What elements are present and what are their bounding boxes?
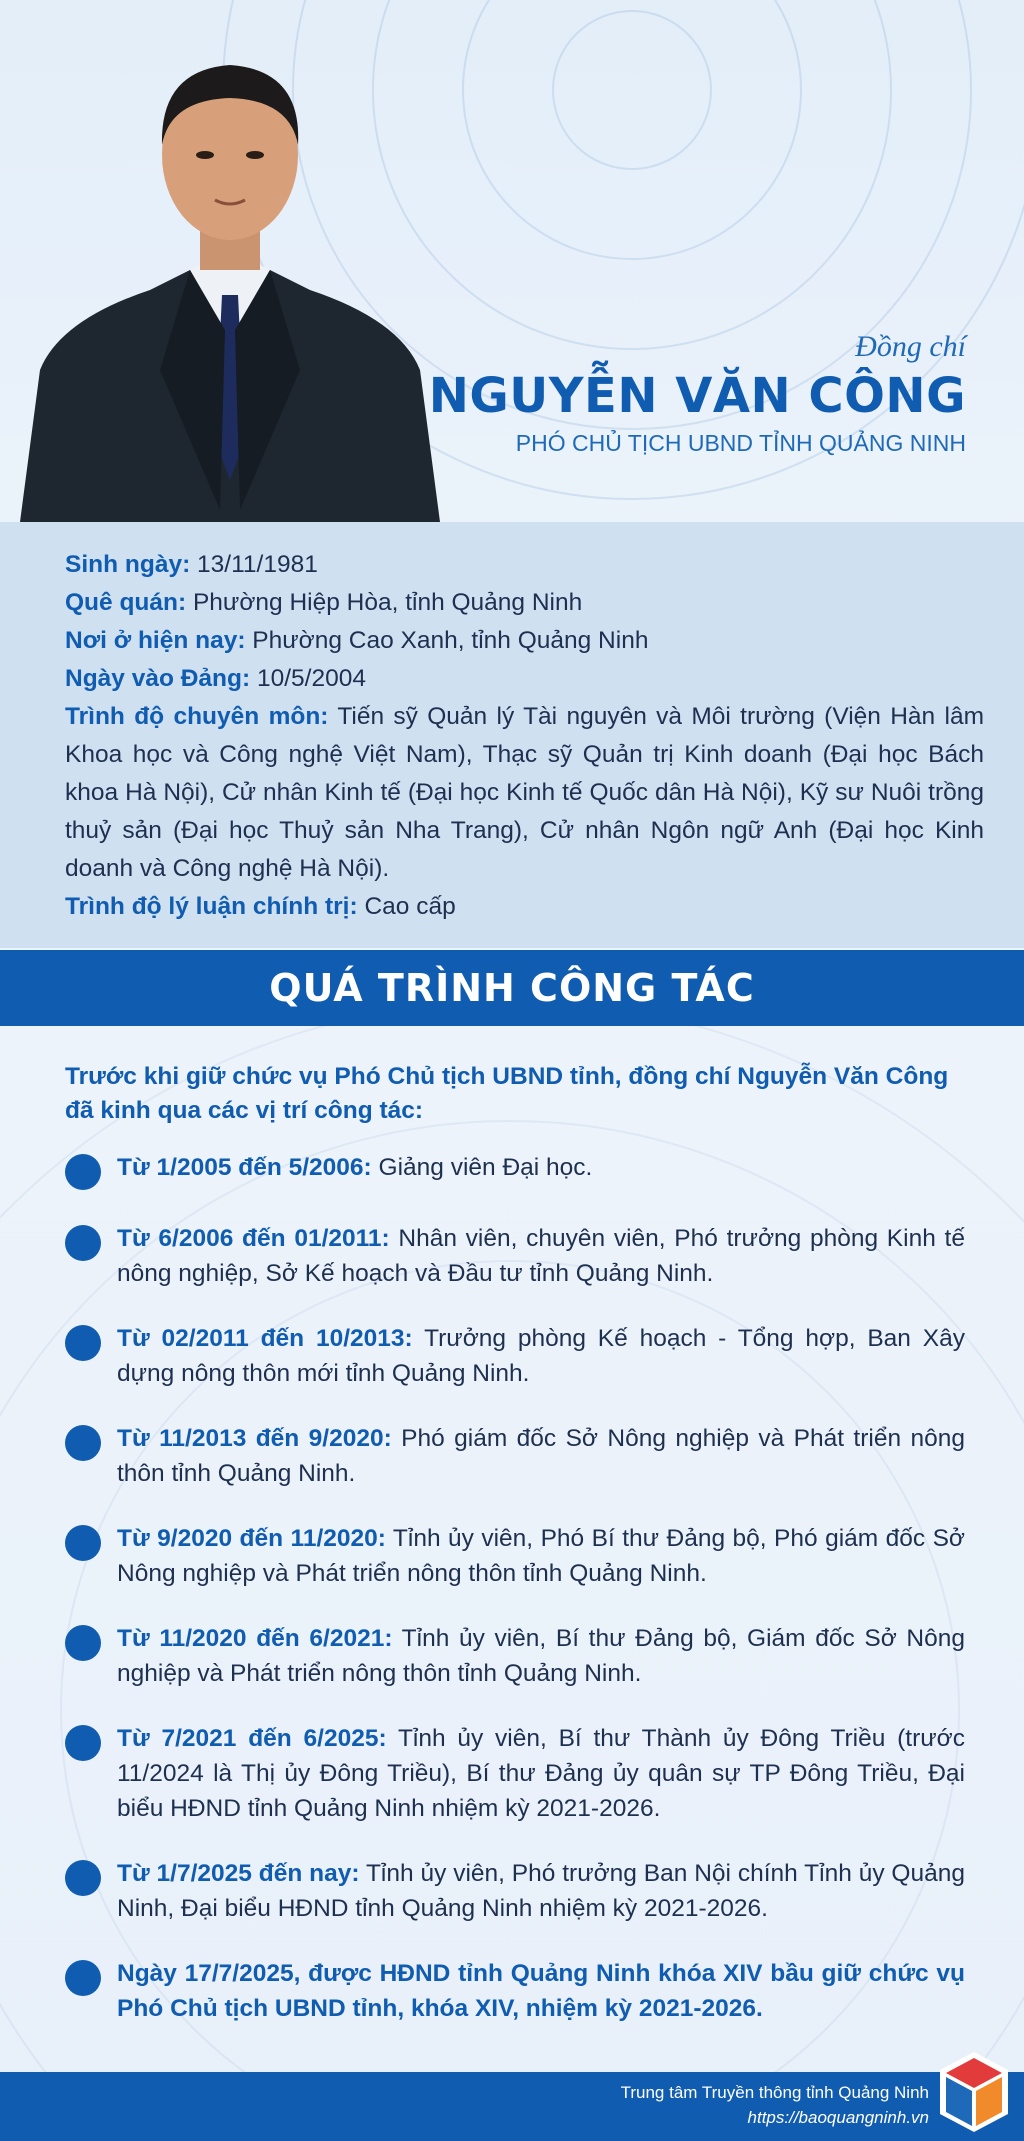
header <box>0 0 1024 522</box>
honorific-label: Đồng chí <box>855 330 966 363</box>
personal-info <box>0 522 1024 948</box>
timeline-item: Từ 7/2021 đến 6/2025: Tỉnh ủy viên, Bí thư Thành ủy Đông Triều (trước 11/2024 là Thị ủy Đông Triều), Bí thư Đảng ủy quân sự TP Đông Triều, Đại biểu HĐND tỉnh Quảng Ninh nhiệm kỳ 2021-2026. <box>65 1721 965 1826</box>
timeline-item: Từ 11/2013 đến 9/2020: Phó giám đốc Sở Nông nghiệp và Phát triển nông thôn tỉnh Quảng Ninh. <box>65 1421 965 1491</box>
info-education: Trình độ chuyên môn: Tiến sỹ Quản lý Tài nguyên và Môi trường (Viện Hàn lâm Khoa học và Công nghệ Việt Nam), Thạc sỹ Quản trị Kinh doanh (Đại học Bách khoa Hà Nội), Cử nhân Kinh tế (Đại học Kinh tế Quốc dân Hà Nội), Kỹ sư Nuôi trồng thuỷ sản (Đại học Thuỷ sản Nha Trang), Cử nhân Ngôn ngữ Anh (Đại học Kinh doanh và Công nghệ Hà Nội). <box>65 703 984 882</box>
bullet-dot-icon <box>65 1625 101 1661</box>
qn-logo-icon <box>938 2050 1010 2134</box>
timeline-item: Từ 02/2011 đến 10/2013: Trưởng phòng Kế hoạch - Tổng hợp, Ban Xây dựng nông thôn mới tỉnh Quảng Ninh. <box>65 1321 965 1391</box>
footer-url[interactable]: https://baoquangninh.vn <box>747 2108 929 2127</box>
timeline-item-final: Ngày 17/7/2025, được HĐND tỉnh Quảng Ninh khóa XIV bầu giữ chức vụ Phó Chủ tịch UBND tỉnh, khóa XIV, nhiệm kỳ 2021-2026. <box>65 1956 965 2026</box>
info-party-date: Ngày vào Đảng: 10/5/2004 <box>65 665 366 692</box>
info-birth: Sinh ngày: 13/11/1981 <box>65 551 318 578</box>
footer-credit <box>621 2080 929 2130</box>
bullet-dot-icon <box>65 1525 101 1561</box>
footer <box>0 2072 1024 2141</box>
timeline-item: Từ 6/2006 đến 01/2011: Nhân viên, chuyên viên, Phó trưởng phòng Kinh tế nông nghiệp, Sở Kế hoạch và Đầu tư tỉnh Quảng Ninh. <box>65 1221 965 1291</box>
timeline-item: Từ 1/7/2025 đến nay: Tỉnh ủy viên, Phó trưởng Ban Nội chính Tỉnh ủy Quảng Ninh, Đại biểu HĐND tỉnh Quảng Ninh nhiệm kỳ 2021-2026. <box>65 1856 965 1926</box>
footer-org-name: Trung tâm Truyền thông tỉnh Quảng Ninh <box>620 2083 929 2102</box>
bullet-dot-icon <box>65 1425 101 1461</box>
leader-name: NGUYỄN VĂN CÔNG <box>428 368 966 424</box>
bullet-dot-icon <box>65 1725 101 1761</box>
bullet-dot-icon <box>65 1325 101 1361</box>
bullet-dot-icon <box>65 1860 101 1896</box>
section-title: QUÁ TRÌNH CÔNG TÁC <box>0 950 1024 1026</box>
info-residence: Nơi ở hiện nay: Phường Cao Xanh, tỉnh Quảng Ninh <box>65 627 649 654</box>
info-hometown: Quê quán: Phường Hiệp Hòa, tỉnh Quảng Ninh <box>65 589 583 616</box>
timeline-item: Từ 9/2020 đến 11/2020: Tỉnh ủy viên, Phó Bí thư Đảng bộ, Phó giám đốc Sở Nông nghiệp và Phát triển nông thôn tỉnh Quảng Ninh. <box>65 1521 965 1591</box>
info-political: Trình độ lý luận chính trị: Cao cấp <box>65 893 456 920</box>
bullet-dot-icon <box>65 1154 101 1190</box>
career-lead: Trước khi giữ chức vụ Phó Chủ tịch UBND tỉnh, đồng chí Nguyễn Văn Công đã kinh qua các vị trí công tác: <box>65 1063 949 1124</box>
leader-position: PHÓ CHỦ TỊCH UBND TỈNH QUẢNG NINH <box>515 430 966 456</box>
bullet-dot-icon <box>65 1225 101 1261</box>
leader-intro <box>406 330 966 457</box>
timeline-item: Từ 11/2020 đến 6/2021: Tỉnh ủy viên, Bí thư Đảng bộ, Giám đốc Sở Nông nghiệp và Phát triển nông thôn tỉnh Quảng Ninh. <box>65 1621 965 1691</box>
bullet-dot-icon <box>65 1960 101 1996</box>
career-timeline <box>65 1150 965 2026</box>
portrait-photo <box>20 40 440 522</box>
timeline-item: Từ 1/2005 đến 5/2006: Giảng viên Đại học. <box>65 1150 965 1185</box>
